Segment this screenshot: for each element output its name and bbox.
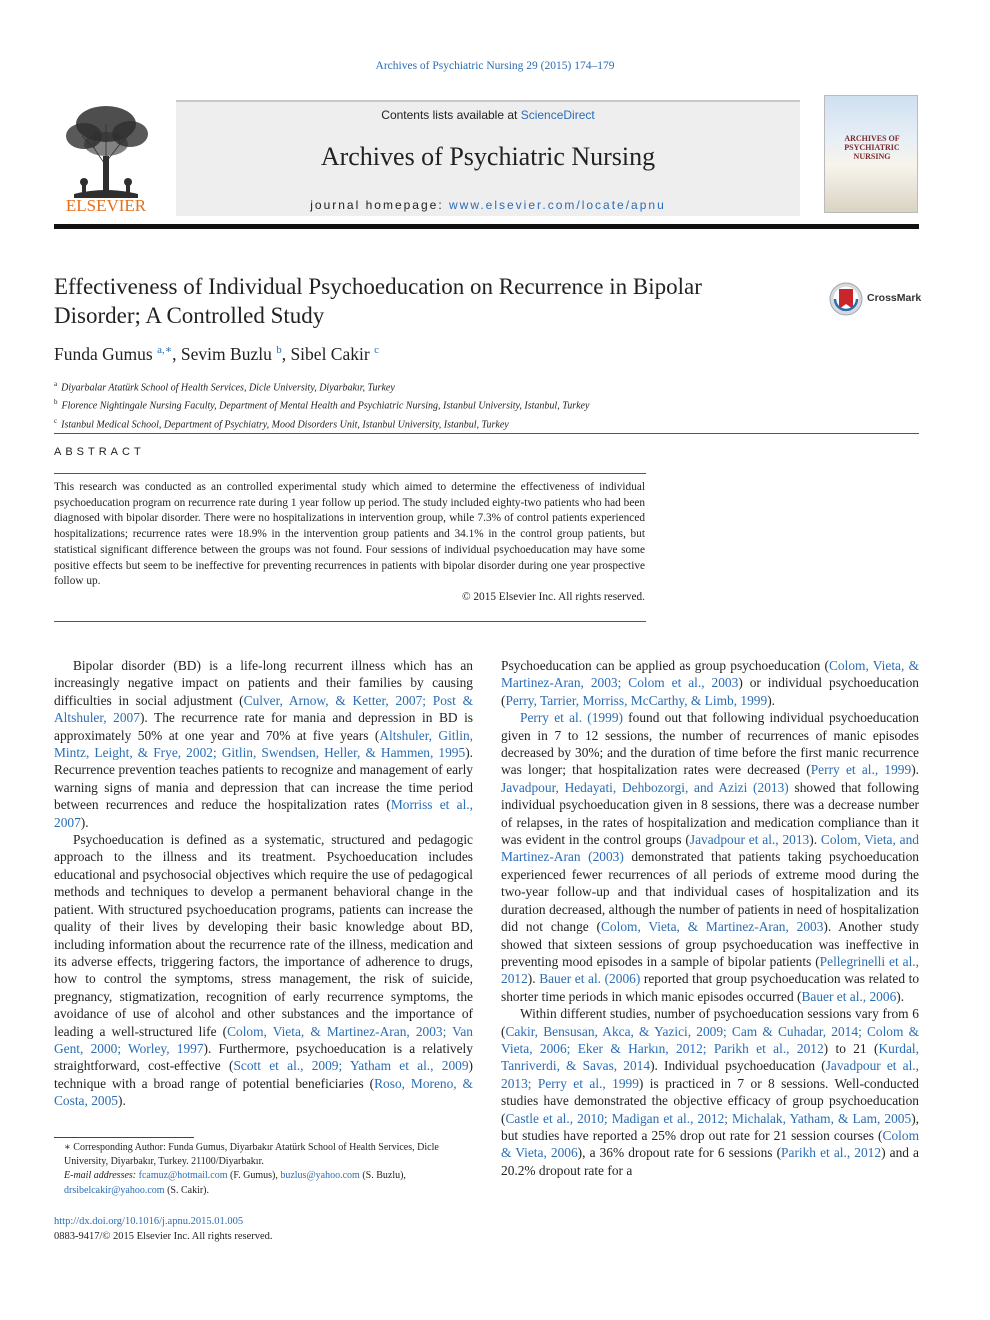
citation-link[interactable]: Cakir, Bensusan, Akca, & Yazici, 2009; Cam & Cuhadar, 2014; Colom & Vieta, 2006; Eker & Harkın, 2012; Parikh et al., 2012	[501, 1023, 919, 1056]
citation-link[interactable]: Morriss et al., 2007	[54, 797, 473, 830]
citation-link[interactable]: Javadpour et al., 2013	[689, 832, 810, 848]
paragraph-text: Bipolar disorder (BD) is a life-long recurrent illness which has an increasingly negative impact on patients and their families by causing difficulties in social adjustment (	[54, 658, 473, 708]
citation-link[interactable]: Roso, Moreno, & Costa, 2005	[54, 1075, 473, 1109]
footnotes	[54, 1141, 473, 1198]
paragraph-text: ), but studies have reported a 25% drop out rate for 21 session courses (	[501, 1110, 919, 1143]
abstract-heading: ABSTRACT	[54, 446, 145, 458]
citation-link[interactable]: Altshuler, Gitlin, Mintz, Leight, & Frye, 2002; Gitlin, Swendsen, Heller, & Hammen, 1995	[54, 727, 474, 761]
citation-link[interactable]: Javadpour, Hedayati, Dehbozorgi, and Azizi (2013)	[501, 779, 789, 795]
paragraph-text: ).	[80, 814, 89, 830]
issn-line: 0883-9417/© 2015 Elsevier Inc. All rights reserved.	[54, 1230, 273, 1242]
email-addresses: E-mail addresses: fcamuz@hotmail.com (F. Gumus), buzlus@yahoo.com (S. Buzlu), drsibelcakir@yahoo.com (S. Cakir).	[64, 1170, 406, 1196]
paragraph-text: ), a 36% dropout rate for 6 sessions (	[577, 1145, 782, 1161]
paragraph-text: ) or individual psychoeducation (	[501, 675, 919, 708]
abstract-copyright: © 2015 Elsevier Inc. All rights reserved.	[461, 590, 645, 603]
paragraph-text: showed that following individual psychoeducation given in 8 sessions, there was a decrease number of relapses, in the rates of hospitalization and medication compliance than it was evident in the control groups (	[501, 779, 920, 848]
article-title: Effectiveness of Individual Psychoeducation on Recurrence in Bipolar Disorder; A Controlled Study	[54, 274, 702, 328]
corresponding-author-note: ∗ Corresponding Author: Funda Gumus, Diyarbakır Atatürk School of Health Services, Dicle University, Diyarbakır, Turkey. 21100/Diyarbakır.	[64, 1142, 439, 1168]
author: Sevim Buzlu	[180, 343, 277, 364]
affiliation: $^a$ Diyarbalar Atatürk School of Health Services, Dicle University, Diyarbakır, Turkey	[54, 380, 395, 394]
paragraph-text: ).	[911, 762, 920, 778]
publisher-wordmark: ELSEVIER	[65, 196, 147, 214]
citation-link[interactable]: Bauer et al. (2006)	[539, 971, 641, 987]
citation-link[interactable]: Colom, Vieta, & Martinez-Aran, 2003; Colom et al., 2003	[501, 658, 920, 691]
journal-homepage: journal homepage: www.elsevier.com/locate/apnu	[310, 198, 666, 212]
paragraph	[501, 709, 919, 1005]
paragraph-text: ) to 21 (	[823, 1040, 879, 1056]
contents-line: Contents lists available at ScienceDirect	[381, 108, 595, 122]
paragraph-text: ) is practiced in 7 or 8 sessions. Well-conducted studies have demonstrated the objective efficacy of group psychoeducation (	[501, 1075, 919, 1126]
body-column-right	[501, 657, 919, 1179]
affiliations	[54, 377, 914, 432]
abstract-text: This research was conducted as an controlled experimental study which aimed to determine the effectiveness of individual psychoeducation program on recurrence rate during 1 year follow up period. The study included eighty-two patients who had been diagnosed with bipolar disorder. There were no hospitalizations in intervention group, while 7.3% of control patients experienced hospitalizations; recurrence rates were 18.9% in the intervention group patients and 34.1% in the control group patients, but statistical significant difference between the groups was not found. Four sessions of individual psychoeducation may have some positive effects but seem to be ineffective for preventing recurrences in patients with bipolar disorder during one year prospective follow up.	[54, 481, 645, 588]
paragraph-text: Within different studies, number of psychoeducation sessions vary from 6 (	[501, 1006, 919, 1039]
citation-link[interactable]: Colom, Vieta, & Martinez-Aran, 2003	[601, 919, 824, 935]
cover-title: ARCHIVES OF PSYCHIATRIC NURSING	[844, 134, 900, 161]
citation-link[interactable]: Colom, Vieta, and Martinez-Aran (2003)	[501, 832, 920, 865]
affiliation: $^c$ Istanbul Medical School, Department of Psychiatry, Mood Disorders Unit, Istanbul University, Istanbul, Turkey	[54, 416, 509, 430]
paragraph-text: ).	[117, 1093, 126, 1109]
divider	[54, 433, 919, 434]
citation-link[interactable]: Castle et al., 2010; Madigan et al., 2012; Michalak, Yatham, & Lam, 2005	[505, 1110, 912, 1126]
citation-link[interactable]: Parikh et al., 2012	[781, 1145, 882, 1161]
email-link[interactable]: drsibelcakir@yahoo.com	[64, 1184, 165, 1196]
paragraph-text: ) and a 20.2% dropout rate for a	[501, 1145, 919, 1178]
header-divider	[54, 224, 919, 229]
author: Funda Gumus	[54, 343, 158, 364]
citation-link[interactable]: Pellegrinelli et al., 2012	[501, 953, 919, 987]
citation-link[interactable]: Colom & Vieta, 2006	[501, 1127, 919, 1161]
author-affiliation-mark[interactable]: b	[276, 344, 282, 356]
journal-reference[interactable]: Archives of Psychiatric Nursing 29 (2015) 174–179	[375, 60, 615, 72]
paragraph-text: ).	[809, 832, 821, 848]
citation-link[interactable]: Javadpour et al., 2013; Perry et al., 1999	[501, 1058, 919, 1091]
citation-link[interactable]: Perry, Tarrier, Morriss, McCarthy, & Limb, 1999	[505, 692, 768, 708]
journal-header	[176, 100, 800, 216]
paragraph	[54, 831, 473, 1110]
citation-link[interactable]: Culver, Arnow, & Ketter, 2007; Post & Altshuler, 2007	[54, 692, 473, 726]
paragraph-text: ). Furthermore, psychoeducation is a relatively straightforward, cost-effective (	[54, 1040, 473, 1074]
author-list: Funda Gumus $^{a,∗}$, Sevim Buzlu $^b$, Sibel Cakir $^c$	[54, 343, 379, 364]
footnote-divider	[54, 1137, 194, 1138]
doi-link[interactable]: http://dx.doi.org/10.1016/j.apnu.2015.01.005	[54, 1216, 244, 1227]
citation-link[interactable]: Kurdal, Tanriverdi, & Savas, 2014	[501, 1040, 919, 1074]
paragraph-text: Psychoeducation can be applied as group psychoeducation (	[501, 658, 829, 673]
paragraph-text: demonstrated that patients taking psychoeducation experienced fewer recurrences of all periods of extreme mood during the two-year follow-up and that individual cases of hospitalization and its duration decreased, although the number of patients in need of hospitalization did not change (	[501, 849, 919, 935]
elsevier-logo	[54, 96, 158, 214]
paragraph-text: ). Recurrence prevention teaches patients to recognize and management of early warning signs of mania and depression that can increase the time period between recurrences and reduce the hospitalization rates (	[54, 745, 473, 813]
citation-link[interactable]: Scott et al., 2009; Yatham et al., 2009	[233, 1058, 469, 1074]
paragraph-text: ). The recurrence rate for mania and depression in BD is approximately 50% at one year and 70% at five years (	[54, 710, 473, 743]
paragraph	[501, 1005, 919, 1179]
citation-link[interactable]: Perry et al. (1999)	[520, 710, 623, 726]
homepage-link[interactable]: www.elsevier.com/locate/apnu	[449, 198, 666, 212]
citation-link[interactable]: Colom, Vieta, & Martinez-Aran, 2003; Van Gent, 2000; Worley, 1997	[54, 1023, 474, 1056]
paragraph-text: reported that group psychoeducation was related to shorter time periods in which manic episodes occurred (	[501, 971, 920, 1004]
paragraph-text: ).	[527, 971, 540, 987]
doi-block	[54, 1215, 273, 1244]
citation-link[interactable]: Perry et al., 1999	[810, 762, 912, 778]
crossmark-label: CrossMark	[867, 292, 922, 304]
crossmark-icon	[829, 282, 863, 316]
paragraph-text: Psychoeducation is defined as a systematic, structured and pedagogic approach to the illness and its treatment. Psychoeducation includes educational and psychosocial objectives which require the use of pedagogical methods and techniques to develop a permanent behavioral change in the patient. With structured psychoeducation programs, patients can increase the quality of their lives by developing their basic knowledge about BD, including information about the recurrence rate of the illness, medication and its adverse effects, triggering factors, the importance of adherence to drugs, how to control the symptoms, stress management, the risk of suicide, pregnancy, stigmatization, recognition of early recurrence symptoms, the avoidance of use of alcohol and other substances and the importance of leading a well-structured life (	[54, 832, 473, 1039]
journal-title: Archives of Psychiatric Nursing	[320, 142, 656, 171]
author-affiliation-mark[interactable]: c	[374, 344, 379, 356]
paragraph	[54, 657, 473, 831]
paragraph-text: ).	[767, 692, 775, 708]
author-affiliation-mark[interactable]: a,∗	[157, 344, 173, 356]
author: Sibel Cakir	[290, 343, 375, 364]
divider	[54, 473, 646, 474]
email-link[interactable]: fcamuz@hotmail.com	[138, 1170, 228, 1182]
divider	[54, 621, 646, 622]
crossmark-badge[interactable]	[829, 282, 929, 316]
body-column-left	[54, 657, 473, 1110]
paragraph-text: ).	[896, 988, 905, 1004]
affiliation: $^b$ Florence Nightingale Nursing Faculty, Department of Mental Health and Psychiatric Nursing, Istanbul University, Istanbul, Turkey	[54, 398, 590, 412]
citation-link[interactable]: Bauer et al., 2006	[801, 988, 897, 1004]
elsevier-tree-icon	[54, 96, 158, 214]
email-link[interactable]: buzlus@yahoo.com	[280, 1170, 360, 1182]
paragraph	[501, 657, 919, 709]
paragraph-text: ). Another study showed that sixteen sessions of group psychoeducation was ineffective in preventing mood episodes in a sample of bipolar patients (	[501, 919, 919, 969]
abstract	[54, 480, 645, 606]
journal-cover[interactable]	[824, 95, 918, 213]
paragraph-text: ). Individual psychoeducation (	[650, 1058, 826, 1074]
paragraph-text: found out that following individual psychoeducation given in 7 to 12 sessions, the number of recurrences of manic episodes decreased by 30%; and the duration of time before the first manic recurrence was longer; that hospitalization rates were decreased (	[501, 710, 919, 778]
paragraph-text: ) technique with a broad range of potential beneficiaries (	[54, 1058, 473, 1091]
sciencedirect-link[interactable]: ScienceDirect	[520, 108, 595, 122]
